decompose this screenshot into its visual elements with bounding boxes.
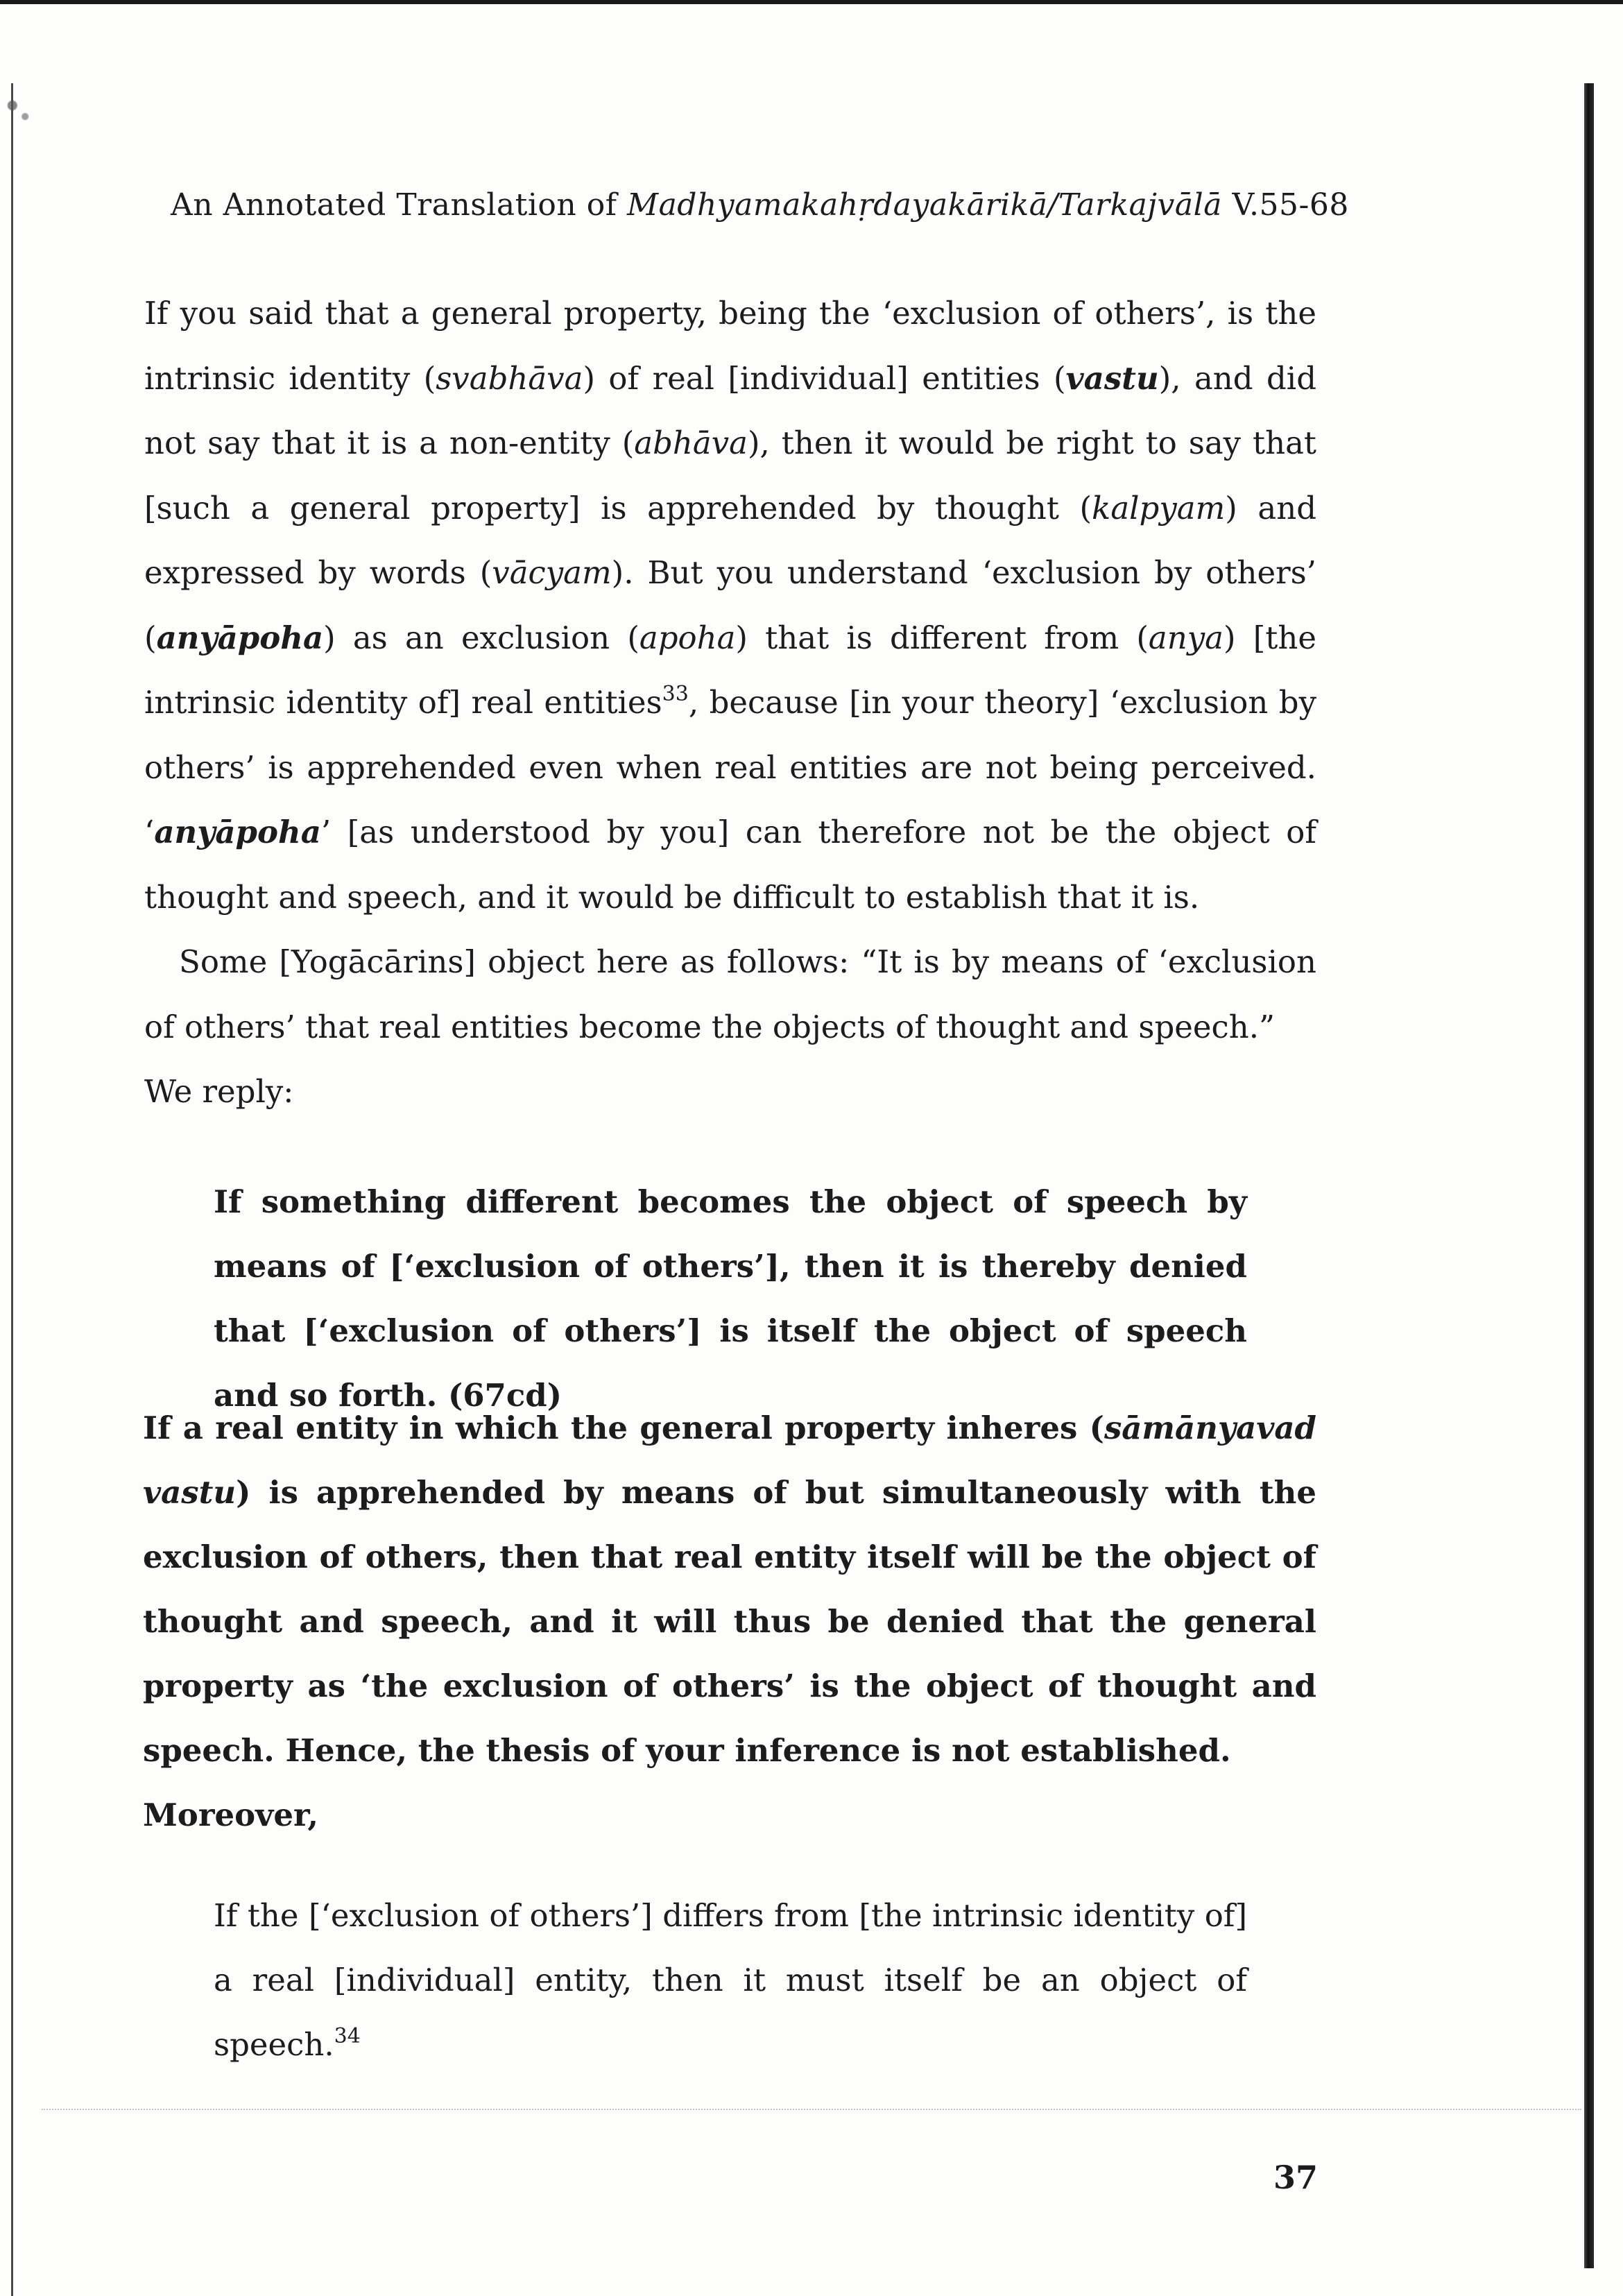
sanskrit-term: abhāva xyxy=(634,425,748,461)
text-run: ) [the intrinsic identity of] real entities xyxy=(144,619,1316,721)
running-head-verses: V.55-68 xyxy=(1232,187,1349,223)
sanskrit-term: anyāpoha xyxy=(154,814,321,850)
text-run: ), and did not say that it is a non-entity ( xyxy=(144,359,1316,461)
sanskrit-term: vastu xyxy=(1065,359,1159,397)
sanskrit-term: anyāpoha xyxy=(156,619,324,656)
scan-left-binding-edge xyxy=(4,83,13,2296)
paragraph-3: We reply: xyxy=(144,1073,294,1110)
sanskrit-term: anya xyxy=(1148,619,1223,656)
paragraph-1 xyxy=(144,281,1316,929)
scan-noise xyxy=(3,83,35,139)
main-text-block xyxy=(144,281,1316,1124)
scan-right-border xyxy=(1584,83,1594,2268)
scan-dotted-line xyxy=(42,2109,1581,2110)
running-head-prefix: An Annotated Translation of xyxy=(171,187,617,223)
running-head xyxy=(171,187,1349,223)
footnote-marker: 33 xyxy=(662,682,689,706)
footnote-marker: 34 xyxy=(334,2024,361,2048)
sanskrit-term: kalpyam xyxy=(1092,489,1226,526)
sanskrit-term: vācyam xyxy=(492,554,612,591)
text-run: If you said that a general property, being the ‘exclusion of others’, is the intrinsic identity ( xyxy=(144,295,1316,397)
text-run: ), then it would be right to say that [such a general property] is apprehended by thought ( xyxy=(144,425,1316,526)
sanskrit-term: sāmānyavad vastu xyxy=(143,1410,1316,1511)
sanskrit-term: svabhāva xyxy=(436,359,583,397)
verse-67cd xyxy=(214,1170,1247,1428)
verse-text: If something different becomes the object of speech by means of [‘exclusion of others’], then it is thereby denied that [‘exclusion of others’] is itself the object of speech and so forth. (67cd) xyxy=(214,1183,1247,1414)
text-run: ) of real [individual] entities ( xyxy=(583,359,1066,397)
text-run: ’ [as understood by you] can therefore not be the object of thought and speech, and it would be difficult to establish that it is. xyxy=(144,814,1316,916)
text-run: , because [in your theory] ‘exclusion by others’ is apprehended even when real entities are not being perceived. ‘ xyxy=(144,684,1316,850)
text-run: ) as an exclusion ( xyxy=(323,619,639,656)
paragraph-4 xyxy=(143,1396,1316,1783)
paragraph-2: Some [Yogācārins] object here as follows: “It is by means of ‘exclusion of others’ that real entities become the objects of thought and speech.” xyxy=(144,943,1316,1045)
verse-text xyxy=(214,1883,1247,2077)
text-run: If a real entity in which the general property inheres ( xyxy=(143,1410,1104,1446)
page-number: 37 xyxy=(1273,2159,1318,2196)
main-text-block-2 xyxy=(143,1396,1316,1847)
verse-68 xyxy=(214,1883,1247,2077)
text-run: ) and expressed by words ( xyxy=(144,489,1316,591)
text-run: If the [‘exclusion of others’] differs from [the intrinsic identity of] a real [individual] entity, then it must itself be an object of speech. xyxy=(214,1897,1247,2063)
text-run: ) that is different from ( xyxy=(735,619,1149,656)
running-head-work-title: Madhyamakahṛdayakārikā/Tarkajvālā xyxy=(627,187,1222,223)
sanskrit-term: apoha xyxy=(639,619,736,656)
paragraph-5: Moreover, xyxy=(143,1797,319,1833)
text-run: ). But you understand ‘exclusion by others’ ( xyxy=(144,554,1316,656)
scan-top-border xyxy=(0,0,1623,4)
text-run: ) is apprehended by means of but simultaneously with the exclusion of others, then that real entity itself will be the object of thought and speech, and it will thus be denied that the general property as ‘the exclusion of others’ is the object of thought and speech. Hence, the thesis of your inference is not established. xyxy=(143,1474,1316,1769)
